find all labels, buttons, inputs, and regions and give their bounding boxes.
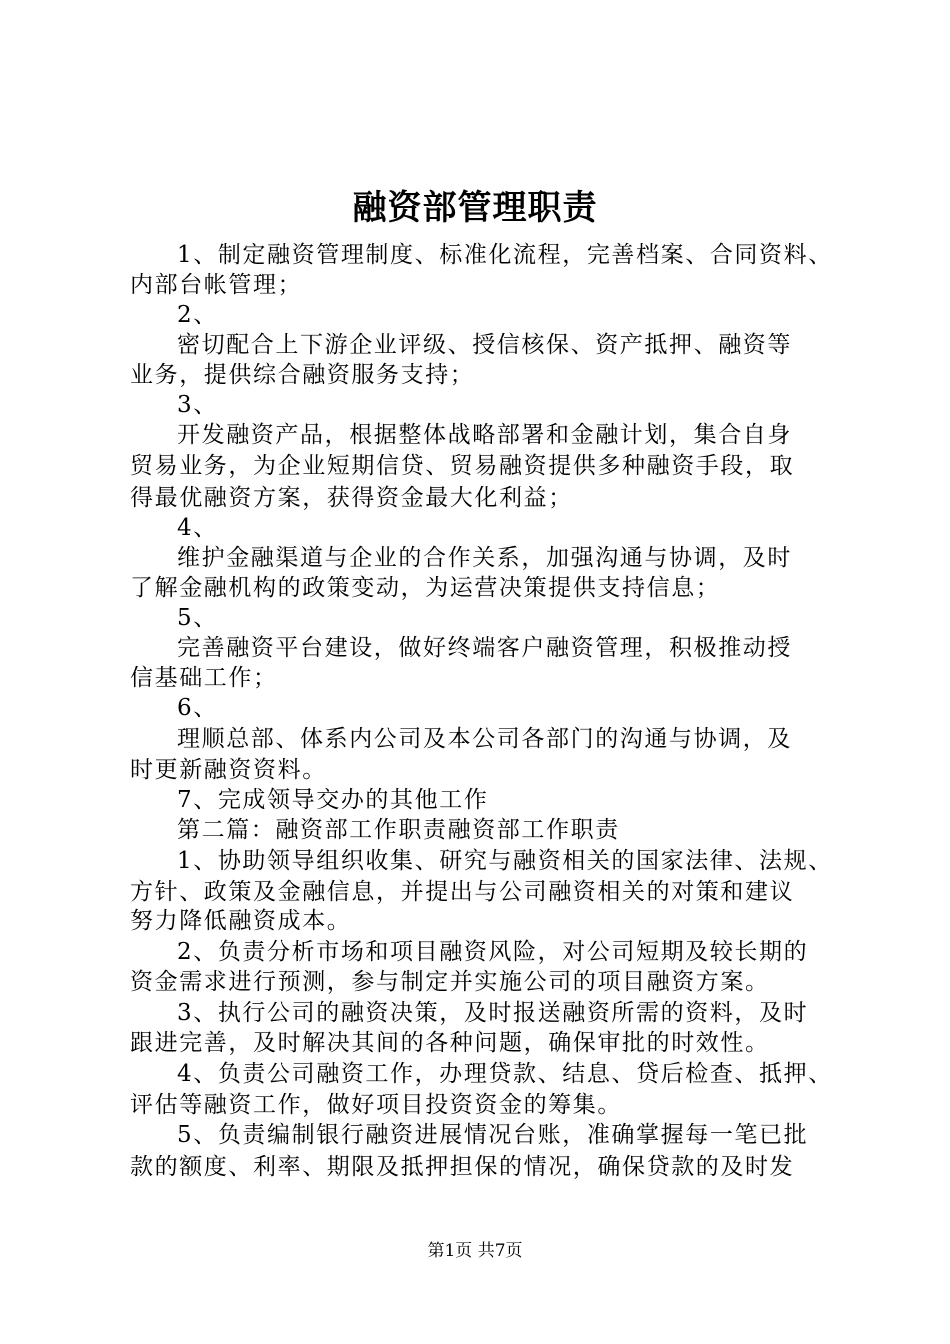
text-line: 理顺总部、体系内公司及本公司各部门的沟通与协调，及 [177,726,792,752]
text-line: 方针、政策及金融信息，并提出与公司融资相关的对策和建议 [130,879,795,905]
text-line: 4、 [177,515,218,541]
text-line: 资金需求进行预测，参与制定并实施公司的项目融资方案。 [130,969,770,995]
document-title: 融资部管理职责 [352,188,598,228]
text-line: 完善融资平台建设，做好终端客户融资管理，积极推动授 [177,635,792,661]
text-line: 5、负责编制银行融资进展情况台账，准确掌握每一笔已批 [177,1122,809,1148]
text-line: 1、协助领导组织收集、研究与融资相关的国家法律、法规、 [177,848,833,874]
text-line: 了解金融机构的政策变动，为运营决策提供支持信息； [130,575,721,601]
text-line: 业务，提供综合融资服务支持； [130,362,475,388]
text-line: 内部台帐管理； [130,272,303,298]
text-line: 3、 [177,392,218,418]
text-line: 贸易业务，为企业短期信贷、贸易融资提供多种融资手段，取 [130,453,795,479]
text-line: 努力降低融资成本。 [130,908,352,934]
text-line: 评估等融资工作，做好项目投资资金的筹集。 [130,1092,622,1118]
text-line: 第二篇：融资部工作职责融资部工作职责 [177,817,620,843]
text-line: 4、负责公司融资工作，办理贷款、结息、贷后检查、抵押、 [177,1061,833,1087]
page-number: 第1页 共7页 [427,1241,523,1261]
text-line: 密切配合上下游企业评级、授信核保、资产抵押、融资等 [177,332,792,358]
text-line: 2、负责分析市场和项目融资风险，对公司短期及较长期的 [177,939,809,965]
text-line: 得最优融资方案，获得资金最大化利益； [130,485,573,511]
text-line: 5、 [177,605,218,631]
text-line: 款的额度、利率、期限及抵押担保的情况，确保贷款的及时发 [130,1154,795,1180]
text-line: 2、 [177,302,218,328]
text-line: 1、制定融资管理制度、标准化流程，完善档案、合同资料、 [177,242,833,268]
text-line: 信基础工作； [130,665,278,691]
text-line: 跟进完善，及时解决其间的各种问题，确保审批的时效性。 [130,1030,770,1056]
text-line: 7、完成领导交办的其他工作 [177,787,489,813]
text-line: 维护金融渠道与企业的合作关系，加强沟通与协调，及时 [177,545,792,571]
text-line: 开发融资产品，根据整体战略部署和金融计划，集合自身 [177,422,792,448]
text-line: 6、 [177,695,218,721]
text-line: 3、执行公司的融资决策，及时报送融资所需的资料，及时 [177,1000,809,1026]
text-line: 时更新融资资料。 [130,757,327,783]
